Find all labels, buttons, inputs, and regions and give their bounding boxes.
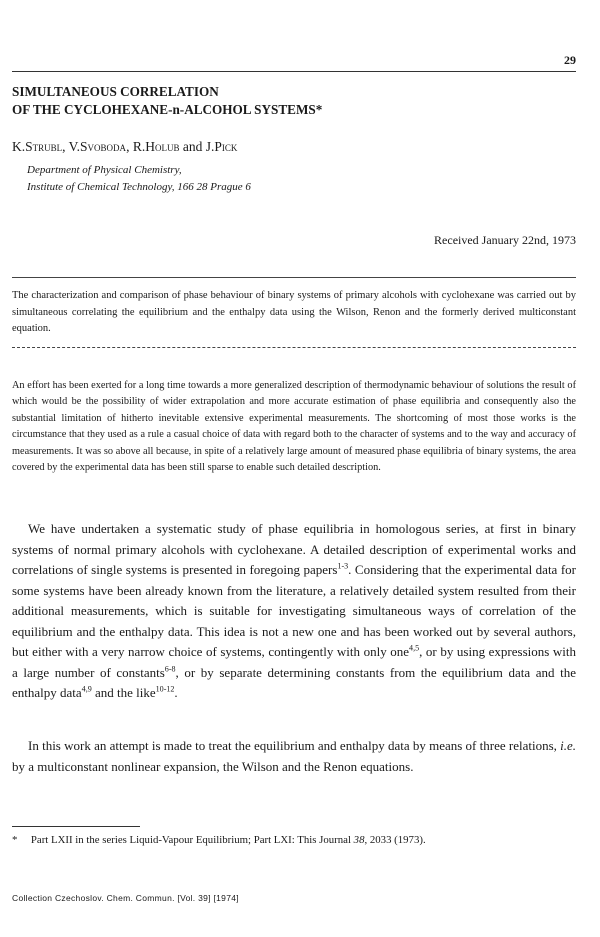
citation-ref: 6-8 — [164, 664, 176, 674]
body-text: In this work an attempt is made to treat the equilibrium and enthalpy data by means of three relations, — [28, 738, 561, 753]
citation-ref: 4,9 — [81, 684, 92, 694]
title-line-1: SIMULTANEOUS CORRELATION — [12, 84, 219, 99]
author-and: and — [179, 139, 206, 154]
abstract: The characterization and comparison of phase behaviour of binary systems of primary alcohols with cyclohexane was carried out by simultaneous correlating the equilibrium and the enthalpy data using the Wilson, Renon and the formerly derived multiconstant equation. — [12, 290, 576, 334]
header-rule — [12, 71, 576, 72]
footnote-mark: * — [12, 834, 18, 846]
article-title — [12, 83, 576, 119]
journal-footer: Collection Czechoslov. Chem. Commun. [Vol. 39] [1974] — [12, 893, 239, 903]
received-date: Received January 22nd, 1973 — [434, 233, 576, 247]
author-2: V.Svoboda — [68, 139, 127, 154]
footnote — [12, 832, 576, 849]
footnote-rule — [12, 826, 140, 827]
body-text: , or by separate determining constants from the equilibrium data and the enthalpy data — [12, 664, 576, 700]
body-paragraph-2 — [12, 736, 576, 777]
abstract-bottom-rule — [12, 347, 576, 348]
body-text: . Considering that the experimental data for some systems have been already known from the literature, a relatively detailed system resulted from their additional measurements, which is suitable for investigating simultaneous ways of correlation of the equilibrium and the enthalpy data. This idea is not a new one and has been worked out by several authors, but either with a very narrow choice of systems, contingently with only one — [12, 562, 576, 659]
author-1: K.Strubl — [12, 139, 63, 154]
affiliation — [27, 162, 251, 196]
author-4: J.Pick — [205, 139, 238, 154]
citation-ref: 4,5 — [409, 643, 420, 653]
body-text: , or by using expressions with a large number of constants — [12, 644, 576, 680]
body-paragraph-1 — [12, 519, 576, 704]
body-text: . — [174, 685, 178, 700]
author-3: R.Holub — [132, 139, 180, 154]
abstract-top-rule — [12, 277, 576, 278]
author-separator: , — [62, 139, 69, 154]
affiliation-department: Department of Physical Chemistry, — [27, 164, 182, 176]
author-separator: , — [126, 139, 133, 154]
footnote-text: Part LXII in the series Liquid-Vapour Equilibrium; Part LXI: This Journal — [30, 834, 354, 846]
footnote-volume: 38 — [353, 834, 365, 846]
footnote-text: , 2033 (1973). — [364, 834, 426, 846]
citation-ref: 10-12 — [155, 684, 175, 694]
citation-ref: 1-3 — [337, 561, 349, 571]
body-text: We have undertaken a systematic study of phase equilibria in homologous series, at first in binary systems of normal primary alcohols with cyclohexane. A detailed description of experimental works and correlations of single systems is presented in foregoing papers — [12, 521, 576, 577]
title-line-2: OF THE CYCLOHEXANE-n-ALCOHOL SYSTEMS* — [12, 102, 323, 117]
body-text: and the like — [91, 685, 156, 700]
introduction-paragraph: An effort has been exerted for a long time towards a more generalized description of thermodynamic behaviour of solutions the result of which would be the possibility of wider extrapolation and more accurate estimation of phase equilibria and consequently also the substantial limitation of hitherto inevitable extensive experimental measurements. The shortcoming of most those works is the circumstance that they used as a rule a casual choice of data with regard both to the character of systems and to the way and accuracy of measurements. It was so above all because, in spite of a relatively large amount of measured phase equilibria of binary systems, the area covered by the experimental data has been still sparse to enable such detailed description. — [12, 380, 576, 474]
body-text: by a multiconstant nonlinear expansion, the Wilson and the Renon equations. — [12, 758, 414, 774]
body-text-italic: i.e. — [560, 738, 577, 753]
page-number: 29 — [564, 53, 576, 67]
affiliation-institute: Institute of Chemical Technology, 166 28 Prague 6 — [27, 181, 251, 193]
author-list — [12, 139, 237, 155]
